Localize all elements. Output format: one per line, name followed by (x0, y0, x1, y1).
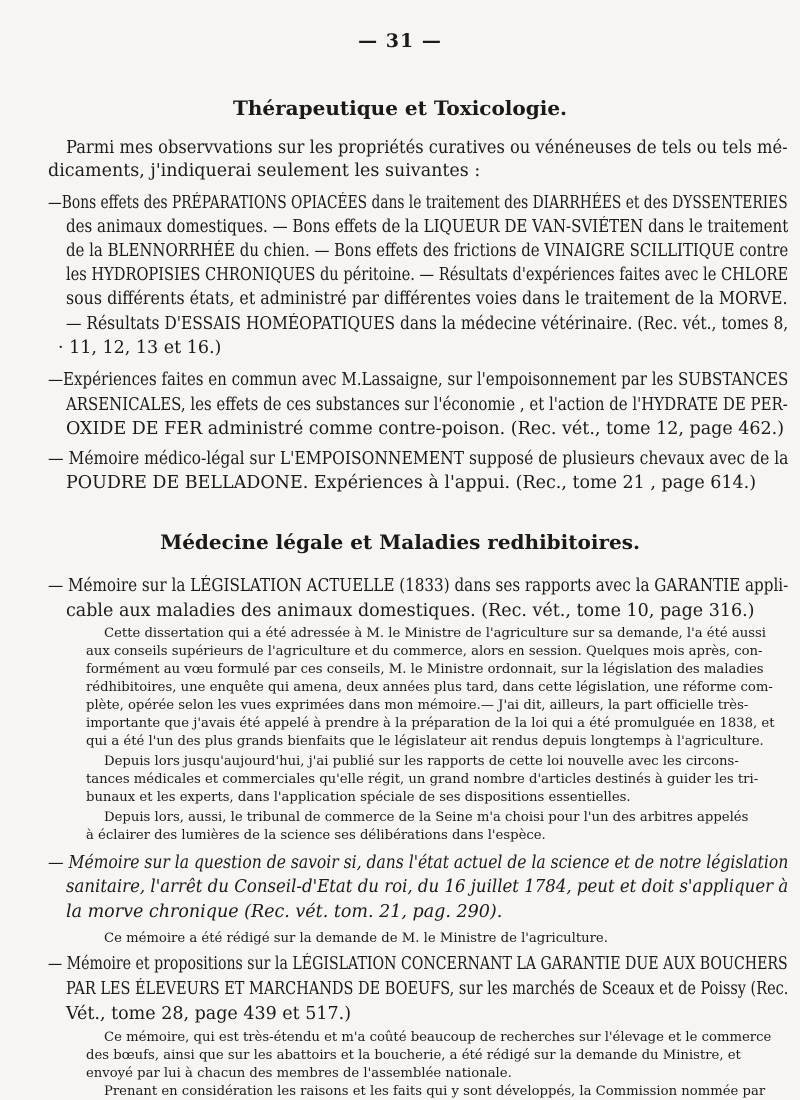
item-line: —Bons effets des PRÉPARATIONS OPIACÉES dans le traitement des DIARRHÉES et des DYSSENTERIES (48, 193, 788, 213)
section-title-medecine-legale: Médecine légale et Maladies redhibitoires. (160, 530, 640, 554)
item-line: ARSENICALES, les effets de ces substances sur l'économie , et l'action de l'HYDRATE DE PER- (66, 395, 788, 415)
note-line: formément au vœu formulé par ces conseils, M. le Ministre ordonnait, sur la législation des maladies (86, 662, 764, 677)
note-line: Depuis lors jusqu'aujourd'hui, j'ai publié sur les rapports de cette loi nouvelle avec les circons- (104, 754, 739, 769)
item-line: · 11, 12, 13 et 16.) (58, 338, 222, 358)
note-line: Cette dissertation qui a été adressée à M. le Ministre de l'agriculture sur sa demande, l'a été aussi (104, 626, 767, 641)
note-line: des bœufs, ainsi que sur les abattoirs et la boucherie, a été rédigé sur la demande du Ministre, et (86, 1048, 741, 1063)
note-line: Prenant en considération les raisons et les faits qui y sont développés, la Commission nommée par (104, 1084, 766, 1099)
item-line: de la BLENNORRHÉE du chien. — Bons effets des frictions de VINAIGRE SCILLITIQUE contre (66, 241, 789, 261)
item-line: —Expériences faites en commun avec M.Lassaigne, sur l'empoisonnement par les SUBSTANCES (48, 370, 789, 390)
note-line: plète, opérée selon les vues exprimées dans mon mémoire.— J'ai dit, ailleurs, la part officielle très- (86, 698, 749, 713)
note-line: bunaux et les experts, dans l'application spéciale de ses dispositions essentielles. (86, 790, 631, 805)
memoire-line: PAR LES ÉLEVEURS ET MARCHANDS DE BOEUFS, sur les marchés de Sceaux et de Poissy (Rec. (66, 979, 789, 999)
memoire-line: cable aux maladies des animaux domestiques. (Rec. vét., tome 10, page 316.) (66, 601, 755, 621)
page-number: — 31 — (358, 30, 442, 52)
note-line: Ce mémoire, qui est très-étendu et m'a coûté beaucoup de recherches sur l'élevage et le commerce (104, 1030, 772, 1045)
item-line: des animaux domestiques. — Bons effets de la LIQUEUR DE VAN-SVIÉTEN dans le traitement (66, 217, 789, 237)
note-line: envoyé par lui à chacun des membres de l'assemblée nationale. (86, 1066, 512, 1081)
memoire-line: la morve chronique (Rec. vét. tom. 21, pag. 290). (66, 902, 503, 922)
item-line: sous différents états, et administré par différentes voies dans le traitement de la MORVE. (66, 289, 788, 309)
memoire-line: — Mémoire sur la LÉGISLATION ACTUELLE (1833) dans ses rapports avec la GARANTIE appli- (48, 576, 789, 596)
item-line: — Résultats D'ESSAIS HOMÉOPATIQUES dans la médecine vétérinaire. (Rec. vét., tomes 8, (66, 314, 789, 334)
note-line: qui a été l'un des plus grands bienfaits que le législateur ait rendus depuis longtemps à l'agriculture. (86, 734, 764, 749)
item-line: POUDRE DE BELLADONE. Expériences à l'appui. (Rec., tome 21 , page 614.) (66, 473, 757, 493)
item-line: OXIDE DE FER administré comme contre-poison. (Rec. vét., tome 12, page 462.) (66, 419, 785, 439)
memoire-line: sanitaire, l'arrêt du Conseil-d'Etat du roi, du 16 juillet 1784, peut et doit s'appliquer à (66, 877, 789, 897)
note-line: à éclairer des lumières de la science ses délibérations dans l'espèce. (86, 828, 546, 843)
intro-line: dicaments, j'indiquerai seulement les suivantes : (48, 161, 481, 181)
memoire-line: — Mémoire sur la question de savoir si, dans l'état actuel de la science et de notre législation (48, 853, 789, 873)
intro-line: Parmi mes observvations sur les propriétés curatives ou vénéneuses de tels ou tels mé- (66, 138, 788, 158)
note-line: aux conseils supérieurs de l'agriculture et du commerce, alors en session. Quelques mois après, con- (86, 644, 763, 659)
note-line: importante que j'avais été appelé à prendre à la préparation de la loi qui a été promulguée en 1838, et (86, 716, 775, 731)
memoire-line: Vét., tome 28, page 439 et 517.) (66, 1004, 352, 1024)
note-line: rédhibitoires, une enquête qui amena, deux années plus tard, dans cette législation, une réforme com- (86, 680, 773, 695)
note-line: Ce mémoire a été rédigé sur la demande de M. le Ministre de l'agriculture. (104, 931, 608, 946)
item-line: les HYDROPISIES CHRONIQUES du péritoine. — Résultats d'expériences faites avec le CHLORE (66, 265, 789, 285)
section-title-therapeutique: Thérapeutique et Toxicologie. (232, 96, 568, 120)
note-line: tances médicales et commerciales qu'elle régit, un grand nombre d'articles destinés à guider les tri- (86, 772, 759, 787)
note-line: Depuis lors, aussi, le tribunal de commerce de la Seine m'a choisi pour l'un des arbitres appelés (104, 810, 749, 825)
memoire-line: — Mémoire et propositions sur la LÉGISLATION CONCERNANT LA GARANTIE DUE AUX BOUCHERS (48, 954, 788, 974)
item-line: — Mémoire médico-légal sur L'EMPOISONNEMENT supposé de plusieurs chevaux avec de la (48, 449, 789, 469)
